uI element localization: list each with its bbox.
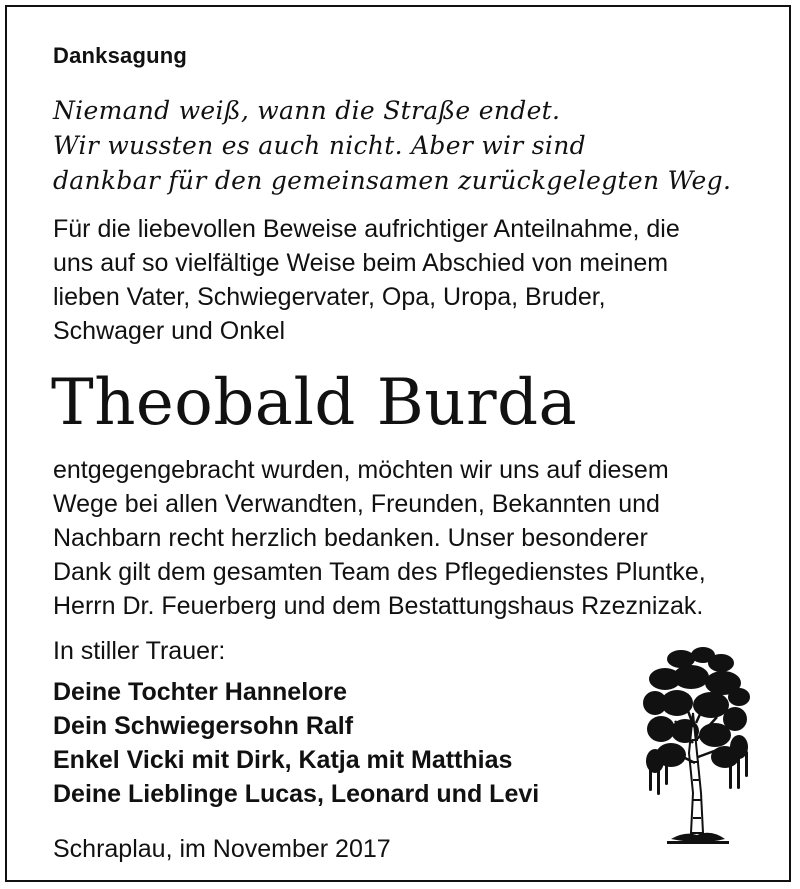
intro-paragraph	[53, 212, 793, 348]
mourners-lead: In stiller Trauer:	[53, 637, 226, 665]
thanks-line: entgegengebracht wurden, möchten wir uns auf diesem	[53, 456, 669, 484]
poem-line: dankbar für den gemeinsamen zurückgelegten Weg.	[53, 166, 732, 195]
mourner-entry: Deine Lieblinge Lucas, Leonard und Levi	[53, 780, 540, 808]
birch-tree-icon	[641, 643, 753, 855]
mourner-entry: Dein Schwiegersohn Ralf	[53, 712, 354, 740]
intro-line: Für die liebevollen Beweise aufrichtiger Anteilnahme, die	[53, 215, 680, 243]
mourner-entry: Enkel Vicki mit Dirk, Katja mit Matthias	[53, 746, 513, 774]
place-date: Schraplau, im November 2017	[53, 835, 391, 863]
deceased-name: Theobald Burda	[51, 366, 578, 440]
poem-line: Niemand weiß, wann die Straße endet.	[53, 96, 561, 125]
poem-block	[53, 93, 783, 198]
mourners-list	[53, 675, 539, 811]
thanks-paragraph	[53, 453, 793, 623]
poem-line: Wir wussten es auch nicht. Aber wir sind	[53, 131, 586, 160]
mourner-entry: Deine Tochter Hannelore	[53, 678, 348, 706]
intro-line: Schwager und Onkel	[53, 317, 286, 345]
thanks-line: Nachbarn recht herzlich bedanken. Unser besonderer	[53, 524, 648, 552]
notice-heading: Danksagung	[53, 43, 188, 68]
thanks-line: Dank gilt dem gesamten Team des Pflegedienstes Pluntke,	[53, 558, 706, 586]
notice-frame	[5, 5, 791, 882]
thanks-line: Wege bei allen Verwandten, Freunden, Bekannten und	[53, 490, 660, 518]
thanks-line: Herrn Dr. Feuerberg und dem Bestattungshaus Rzeznizak.	[53, 592, 704, 620]
intro-line: uns auf so vielfältige Weise beim Abschied von meinem	[53, 249, 669, 277]
intro-line: lieben Vater, Schwiegervater, Opa, Uropa, Bruder,	[53, 283, 606, 311]
